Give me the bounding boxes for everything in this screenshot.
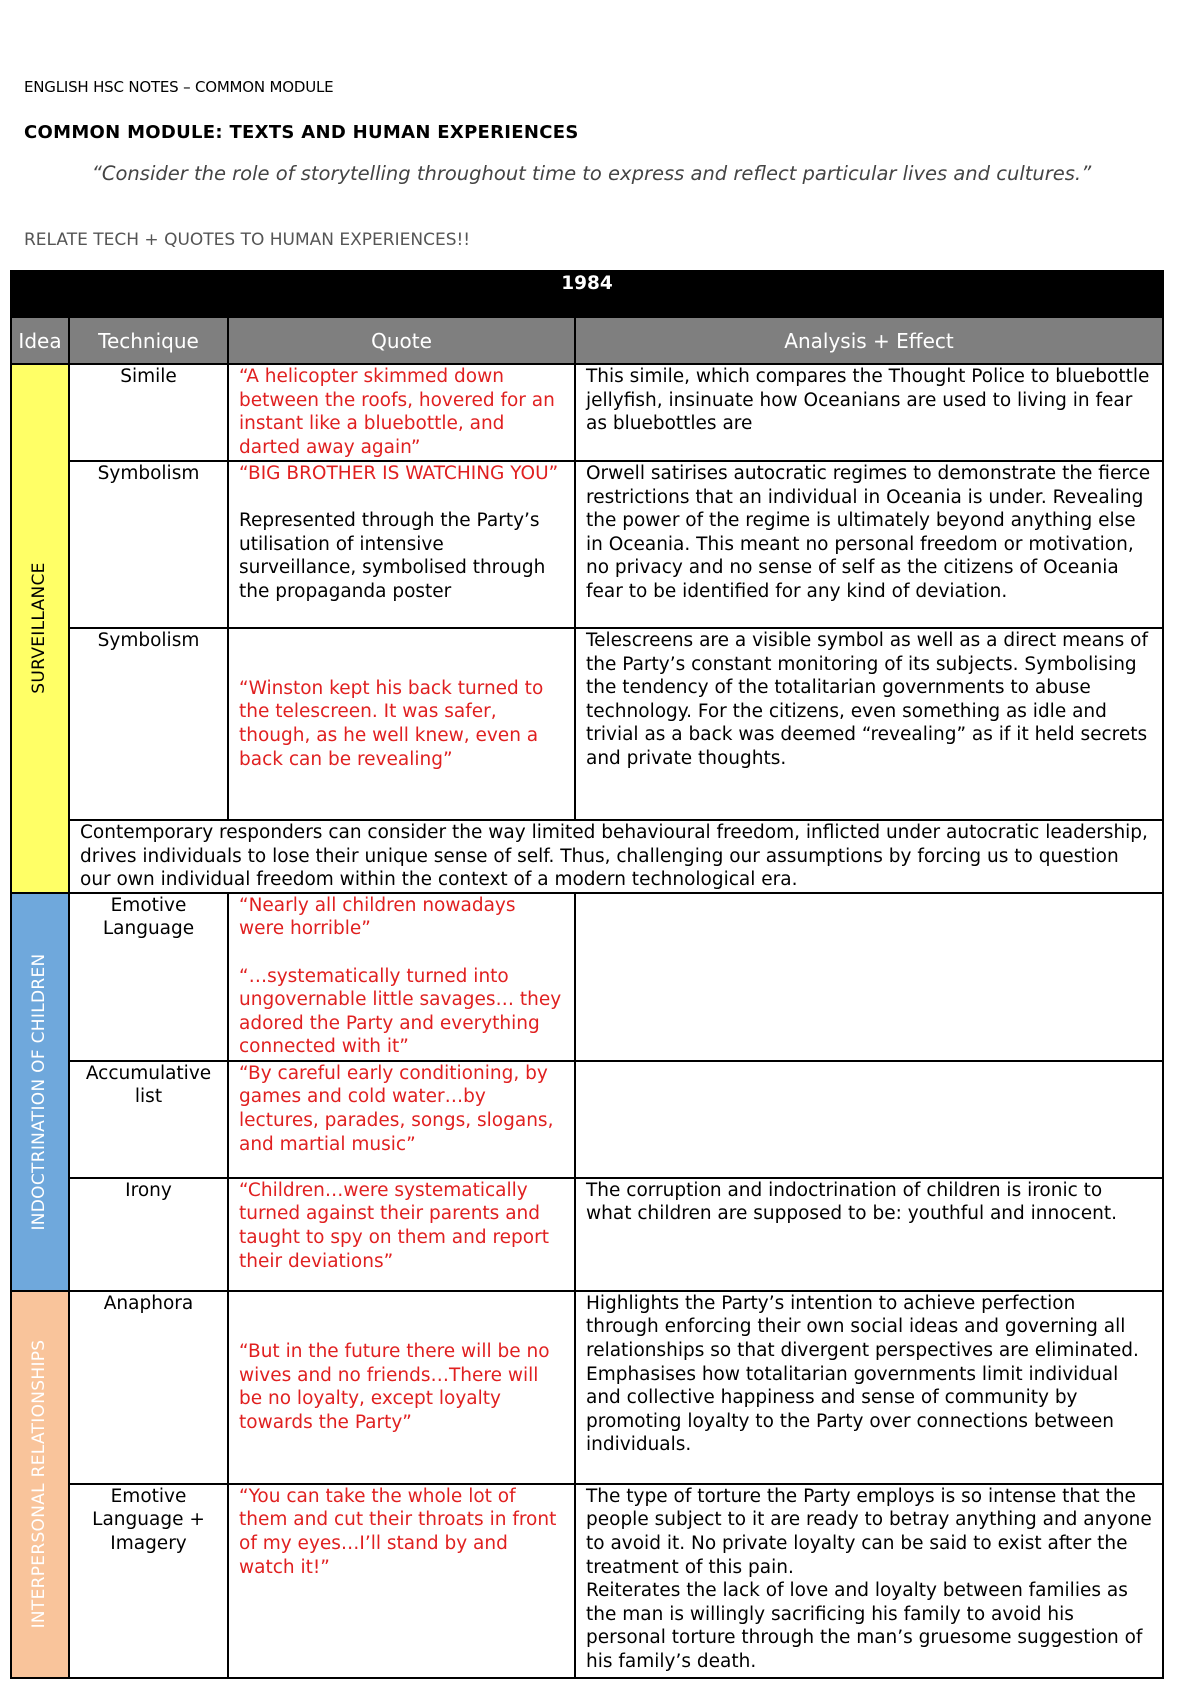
- quote-text: “BIG BROTHER IS WATCHING YOU”: [239, 463, 559, 484]
- idea-label: INDOCTRINATION OF CHILDREN: [29, 953, 50, 1231]
- technique-cell: Anaphora: [69, 1291, 228, 1484]
- quote-cell: “But in the future there will be no wives and no friends…There will be no loyalty, except loyalty towards the Party”: [228, 1291, 575, 1484]
- rubric-quote: “Consider the role of storytelling throughout time to express and reflect particular lives and cultures.”: [91, 162, 1092, 185]
- analysis-cell: This simile, which compares the Thought Police to bluebottle jellyfish, insinuate how Oceanians are used to living in fear as bluebottles are: [575, 364, 1163, 461]
- technique-cell: Simile: [69, 364, 228, 461]
- analysis-text: Emphasises how totalitarian governments limit individual and collective happiness and sense of community by promoting loyalty to the Party over connections between individuals.: [586, 1363, 1119, 1456]
- quote-cell: “Winston kept his back turned to the telescreen. It was safer, though, as he well knew, even a back can be revealing”: [228, 628, 575, 820]
- analysis-cell: The corruption and indoctrination of children is ironic to what children are supposed to be: youthful and innocent.: [575, 1178, 1163, 1291]
- analysis-text: The type of torture the Party employs is so intense that the people subject to it are ready to betray anything and anyone to avoid it. No private loyalty can be said to exist after the treatment of this pain.: [586, 1485, 1152, 1578]
- idea-indoctrination: [11, 893, 69, 1291]
- technique-cell: Irony: [69, 1178, 228, 1291]
- quote-text: “…systematically turned into ungovernable little savages… they adored the Party and everything connected with it”: [239, 965, 562, 1058]
- quote-text: “Nearly all children nowadays were horrible”: [239, 894, 516, 940]
- document-header: ENGLISH HSC NOTES – COMMON MODULE: [24, 78, 334, 96]
- table-row: [11, 1291, 1163, 1484]
- idea-label: SURVEILLANCE: [29, 562, 50, 695]
- analysis-text: Reiterates the lack of love and loyalty between families as the man is willingly sacrificing his family to avoid his personal torture through the man’s gruesome suggestion of his family’s death.: [586, 1580, 1143, 1672]
- column-header-technique: Technique: [69, 317, 228, 364]
- table-row: [11, 820, 1163, 893]
- idea-surveillance: [11, 364, 69, 893]
- summary-cell: Contemporary responders can consider the way limited behavioural freedom, inflicted under autocratic leadership, drives individuals to lose their unique sense of self. Thus, challenging our assumptions by forcing us to question our own individual freedom within the context of a modern technological era.: [69, 820, 1163, 893]
- table-row: [11, 1061, 1163, 1178]
- notes-table: [10, 270, 1164, 1679]
- quote-cell: [228, 461, 575, 628]
- technique-cell: Emotive Language: [69, 893, 228, 1061]
- table-row: [11, 1178, 1163, 1291]
- table-row: [11, 364, 1163, 461]
- analysis-text: Highlights the Party’s intention to achieve perfection through enforcing their own social ideas and governing all relationships so that divergent perspectives are eliminated.: [586, 1292, 1139, 1361]
- analysis-cell: [575, 1484, 1163, 1678]
- column-header-analysis: Analysis + Effect: [575, 317, 1163, 364]
- idea-label: INTERPERSONAL RELATIONSHIPS: [29, 1339, 50, 1629]
- quote-cell: “You can take the whole lot of them and cut their throats in front of my eyes…I’ll stand by and watch it!”: [228, 1484, 575, 1678]
- analysis-cell: [575, 893, 1163, 1061]
- quote-cell: “Children…were systematically turned against their parents and taught to spy on them and report their deviations”: [228, 1178, 575, 1291]
- quote-cell: “By careful early conditioning, by games and cold water…by lectures, parades, songs, slogans, and martial music”: [228, 1061, 575, 1178]
- quote-cell: [228, 893, 575, 1061]
- column-header-idea: Idea: [11, 317, 69, 364]
- idea-relationships: [11, 1291, 69, 1678]
- quote-cell: “A helicopter skimmed down between the roofs, hovered for an instant like a bluebottle, and darted away again”: [228, 364, 575, 461]
- table-row: [11, 893, 1163, 1061]
- module-title: COMMON MODULE: TEXTS AND HUMAN EXPERIENCES: [24, 122, 579, 143]
- technique-cell: Symbolism: [69, 628, 228, 820]
- technique-cell: Symbolism: [69, 461, 228, 628]
- column-header-quote: Quote: [228, 317, 575, 364]
- analysis-cell: [575, 1291, 1163, 1484]
- quote-note: Represented through the Party’s utilisation of intensive surveillance, symbolised through the propaganda poster: [239, 510, 546, 602]
- reminder-note: RELATE TECH + QUOTES TO HUMAN EXPERIENCES!!: [24, 230, 471, 250]
- table-row: [11, 628, 1163, 820]
- table-row: [11, 461, 1163, 628]
- table-title: 1984: [11, 271, 1163, 317]
- analysis-cell: [575, 1061, 1163, 1178]
- analysis-cell: Telescreens are a visible symbol as well as a direct means of the Party’s constant monitoring of its subjects. Symbolising the tendency of the totalitarian governments to abuse technology. For the citizens, even something as idle and trivial as a back was deemed “revealing” as if it held secrets and private thoughts.: [575, 628, 1163, 820]
- analysis-cell: Orwell satirises autocratic regimes to demonstrate the fierce restrictions that an individual in Oceania is under. Revealing the power of the regime is ultimately beyond anything else in Oceania. This meant no personal freedom or motivation, no privacy and no sense of self as the citizens of Oceania fear to be identified for any kind of deviation.: [575, 461, 1163, 628]
- table-row: [11, 1484, 1163, 1678]
- technique-cell: Accumulative list: [69, 1061, 228, 1178]
- technique-cell: Emotive Language + Imagery: [69, 1484, 228, 1678]
